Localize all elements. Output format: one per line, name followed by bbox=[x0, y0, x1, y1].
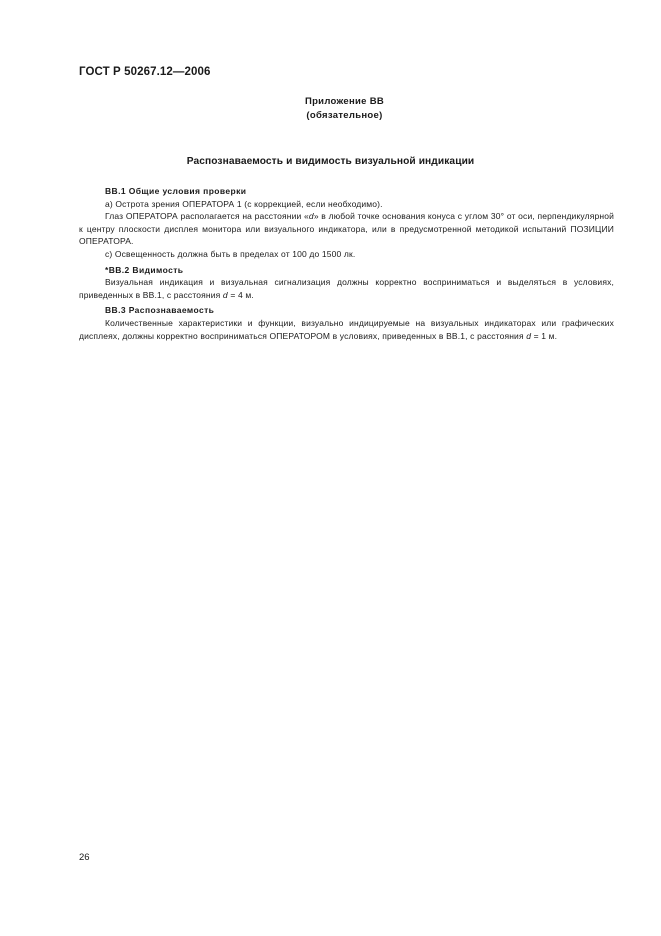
document-header: ГОСТ Р 50267.12—2006 bbox=[79, 66, 211, 78]
bb1-eye-var: d bbox=[308, 211, 314, 222]
bb2-text-1: Визуальная индикация и визуальная сигнализация должны корректно восприниматься и выделяться в условиях, приведенных в ВВ.1, с расстояния bbox=[79, 277, 614, 300]
section-title: Распознаваемость и видимость визуальной индикации bbox=[186, 156, 475, 167]
bb1-eye-paragraph bbox=[79, 210, 614, 248]
appendix-title: Приложение ВВ bbox=[304, 96, 385, 107]
bb1-eye-text-1: Глаз ОПЕРАТОРА располагается на расстоянии « bbox=[105, 211, 309, 222]
bb2-paragraph bbox=[79, 276, 614, 301]
bb3-paragraph bbox=[79, 317, 614, 342]
bb3-var: d bbox=[526, 330, 532, 341]
bb1-item-a: а) Острота зрения ОПЕРАТОРА 1 (с коррекцией, если необходимо). bbox=[105, 198, 383, 209]
bb2-heading: *ВВ.2 Видимость bbox=[105, 264, 184, 275]
bb2-var: d bbox=[222, 289, 228, 300]
bb1-heading: ВВ.1 Общие условия проверки bbox=[105, 186, 247, 196]
bb1-item-c: с) Освещенность должна быть в пределах от 100 до 1500 лк. bbox=[105, 248, 356, 259]
bb3-text-1: Количественные характеристики и функции, визуально индицируемые на визуальных индикаторах или графических дисплеях, должны корректно восприниматься ОПЕРАТОРОМ в условиях, приведенных в ВВ.1, с расстояния bbox=[79, 317, 614, 341]
bb1-eye-text-2: » в любой точке основания конуса с углом 30° от оси, перпендикулярной к центру плоскости дисплея монитора или визуального индикатора, или в предусмотренной методикой испытаний ПОЗИЦИИ ОПЕРАТОРА. bbox=[79, 211, 614, 247]
bb2-text-2: = 4 м. bbox=[227, 289, 254, 300]
page-number: 26 bbox=[79, 852, 90, 863]
bb3-heading: ВВ.3 Распознаваемость bbox=[105, 305, 215, 316]
document-body bbox=[79, 185, 614, 342]
appendix-status: (обязательное) bbox=[306, 110, 383, 121]
bb3-text-2: = 1 м. bbox=[531, 330, 558, 341]
